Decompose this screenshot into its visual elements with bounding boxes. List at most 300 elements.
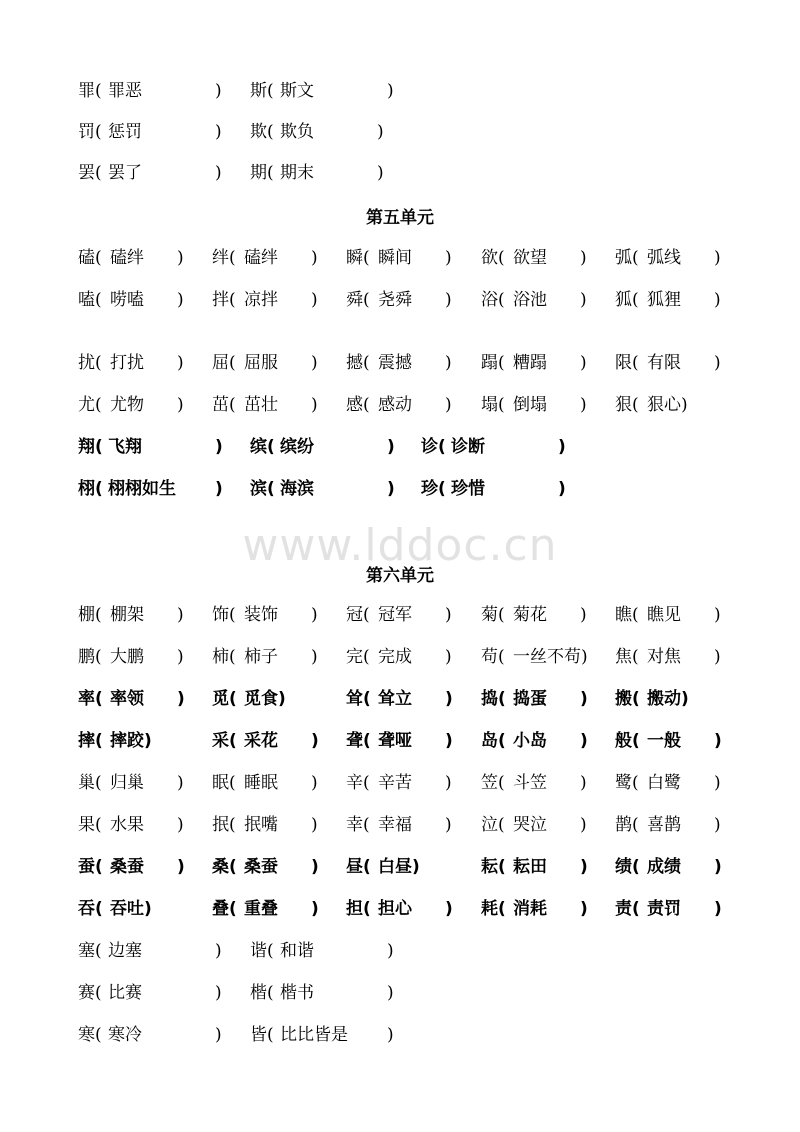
example-word: 菊花: [513, 605, 547, 625]
vocab-entry: [78, 432, 223, 462]
character-label: 瞧(: [615, 605, 639, 625]
example-word: 喜鹊: [647, 815, 681, 835]
example-word: 狠心): [647, 395, 688, 415]
vocab-row: [0, 285, 800, 315]
character-label: 瞬(: [346, 248, 370, 268]
example-word: 完成: [378, 647, 412, 667]
example-word: 瞬间: [378, 248, 412, 268]
example-word: 弧线: [647, 248, 681, 268]
close-paren: ): [387, 941, 394, 961]
vocab-entry: [346, 390, 452, 420]
character-label: 耘(: [481, 857, 506, 877]
example-word: 棚架: [110, 605, 144, 625]
close-paren: ): [311, 899, 319, 919]
character-label: 欺(: [250, 122, 274, 142]
close-paren: ): [177, 689, 185, 709]
example-word: 珍惜: [451, 479, 485, 499]
close-paren: ): [177, 395, 184, 415]
close-paren: ): [387, 437, 395, 457]
vocab-entry: [250, 1020, 394, 1050]
vocab-entry: [250, 432, 395, 462]
vocab-entry: [78, 810, 184, 840]
vocab-entry: [481, 810, 587, 840]
close-paren: ): [580, 731, 588, 751]
character-label: 采(: [212, 731, 237, 751]
character-label: 耗(: [481, 899, 506, 919]
character-label: 吞(: [78, 899, 103, 919]
vocab-row: [0, 76, 800, 106]
character-label: 塞(: [78, 941, 102, 961]
character-label: 桑(: [212, 857, 237, 877]
character-label: 岛(: [481, 731, 506, 751]
vocab-entry: [481, 726, 588, 756]
example-word: 楷书: [280, 983, 314, 1003]
character-label: 棚(: [78, 605, 102, 625]
example-word: 觅食): [244, 689, 286, 709]
example-word: 冠军: [378, 605, 412, 625]
vocab-entry: [615, 348, 721, 378]
example-word: 磕绊: [110, 248, 144, 268]
example-word: 唠嗑: [110, 290, 144, 310]
character-label: 幸(: [346, 815, 370, 835]
example-word: 耸立: [378, 689, 412, 709]
example-word: 搬动): [647, 689, 689, 709]
character-label: 鹏(: [78, 647, 102, 667]
vocab-row: [0, 726, 800, 756]
vocab-entry: [481, 894, 588, 924]
vocab-row: [0, 768, 800, 798]
vocab-row: [0, 243, 800, 273]
close-paren: ): [311, 815, 318, 835]
example-word: 糟蹋: [513, 353, 547, 373]
close-paren: ): [714, 647, 721, 667]
close-paren: ): [445, 647, 452, 667]
example-word: 打扰: [110, 353, 144, 373]
vocab-row: [0, 390, 800, 420]
vocab-entry: [346, 243, 452, 273]
close-paren: ): [580, 857, 588, 877]
example-word: 感动: [378, 395, 412, 415]
character-label: 饰(: [212, 605, 236, 625]
example-word: 率领: [110, 689, 144, 709]
vocab-entry: [78, 852, 185, 882]
example-word: 对焦: [647, 647, 681, 667]
watermark: www.lddoc.cn: [242, 520, 558, 571]
character-label: 欲(: [481, 248, 505, 268]
character-label: 绩(: [615, 857, 640, 877]
close-paren: ): [311, 731, 319, 751]
example-word: 比赛: [108, 983, 142, 1003]
example-word: 罪恶: [108, 81, 142, 101]
close-paren: ): [311, 773, 318, 793]
example-word: 采花: [244, 731, 278, 751]
close-paren: ): [445, 353, 452, 373]
example-word: 狐狸: [647, 290, 681, 310]
example-word: 震撼: [378, 353, 412, 373]
vocab-entry: [212, 642, 318, 672]
example-word: 水果: [110, 815, 144, 835]
vocab-entry: [615, 684, 689, 714]
example-word: 重叠: [244, 899, 278, 919]
example-word: 担心: [378, 899, 412, 919]
example-word: 磕绊: [244, 248, 278, 268]
character-label: 巢(: [78, 773, 102, 793]
close-paren: ): [580, 353, 587, 373]
vocab-entry: [346, 600, 452, 630]
vocab-row: [0, 894, 800, 924]
vocab-entry: [78, 1020, 222, 1050]
close-paren: ): [714, 899, 722, 919]
example-word: 耘田: [513, 857, 547, 877]
character-label: 昼(: [346, 857, 371, 877]
example-word: 柿子: [244, 647, 278, 667]
vocab-entry: [250, 158, 384, 188]
vocab-entry: [346, 642, 452, 672]
example-word: 惩罚: [108, 122, 142, 142]
close-paren: ): [445, 395, 452, 415]
vocab-entry: [481, 768, 587, 798]
character-label: 浴(: [481, 290, 505, 310]
close-paren: ): [311, 353, 318, 373]
close-paren: ): [445, 731, 453, 751]
vocab-row: [0, 1020, 800, 1050]
character-label: 叠(: [212, 899, 237, 919]
vocab-entry: [78, 768, 184, 798]
vocab-entry: [615, 894, 722, 924]
vocab-entry: [212, 768, 318, 798]
vocab-entry: [212, 390, 318, 420]
character-label: 扰(: [78, 353, 102, 373]
close-paren: ): [311, 647, 318, 667]
example-word: 尤物: [110, 395, 144, 415]
close-paren: ): [445, 605, 452, 625]
example-word: 海滨: [280, 479, 314, 499]
close-paren: ): [445, 773, 452, 793]
character-label: 撼(: [346, 353, 370, 373]
vocab-entry: [421, 474, 566, 504]
vocab-entry: [346, 726, 453, 756]
example-word: 斗笠: [513, 773, 547, 793]
close-paren: ): [558, 479, 566, 499]
character-label: 尤(: [78, 395, 102, 415]
vocab-entry: [615, 243, 721, 273]
vocab-entry: [78, 117, 222, 147]
vocab-row: [0, 936, 800, 966]
vocab-row: [0, 684, 800, 714]
vocab-entry: [78, 726, 152, 756]
character-label: 罢(: [78, 163, 102, 183]
close-paren: ): [311, 605, 318, 625]
character-label: 缤(: [250, 437, 275, 457]
example-word: 白鹭: [647, 773, 681, 793]
character-label: 罪(: [78, 81, 102, 101]
character-label: 皆(: [250, 1025, 274, 1045]
vocab-entry: [78, 894, 152, 924]
example-word: 吞吐): [110, 899, 152, 919]
vocab-entry: [481, 852, 588, 882]
vocab-entry: [212, 726, 319, 756]
example-word: 睡眠: [244, 773, 278, 793]
vocab-entry: [615, 768, 721, 798]
example-word: 责罚: [647, 899, 681, 919]
vocab-entry: [346, 894, 453, 924]
vocab-entry: [78, 600, 184, 630]
vocab-entry: [212, 684, 286, 714]
vocab-entry: [481, 600, 587, 630]
vocab-row: [0, 600, 800, 630]
close-paren: ): [311, 395, 318, 415]
character-label: 罚(: [78, 122, 102, 142]
character-label: 拌(: [212, 290, 236, 310]
character-label: 狐(: [615, 290, 639, 310]
character-label: 聋(: [346, 731, 371, 751]
character-label: 限(: [615, 353, 639, 373]
vocab-entry: [78, 285, 184, 315]
close-paren: ): [215, 81, 222, 101]
vocab-entry: [481, 684, 588, 714]
close-paren: ): [714, 731, 722, 751]
vocab-entry: [78, 978, 222, 1008]
character-label: 率(: [78, 689, 103, 709]
close-paren: ): [714, 290, 721, 310]
example-word: 寒冷: [108, 1025, 142, 1045]
character-label: 捣(: [481, 689, 506, 709]
vocab-entry: [212, 810, 318, 840]
close-paren: ): [580, 395, 587, 415]
close-paren: ): [177, 773, 184, 793]
close-paren: ): [215, 1025, 222, 1045]
example-word: 比比皆是: [280, 1025, 348, 1045]
example-word: 欲望: [513, 248, 547, 268]
vocab-entry: [615, 852, 722, 882]
character-label: 柿(: [212, 647, 236, 667]
character-label: 嗑(: [78, 290, 102, 310]
close-paren: ): [177, 248, 184, 268]
example-word: 凉拌: [244, 290, 278, 310]
example-word: 聋哑: [378, 731, 412, 751]
close-paren: ): [714, 353, 721, 373]
vocab-entry: [346, 348, 452, 378]
vocab-entry: [212, 852, 319, 882]
character-label: 期(: [250, 163, 274, 183]
vocab-row: [0, 348, 800, 378]
character-label: 磕(: [78, 248, 102, 268]
example-word: 归巢: [110, 773, 144, 793]
close-paren: ): [714, 248, 721, 268]
close-paren: ): [387, 983, 394, 1003]
character-label: 摔(: [78, 731, 103, 751]
example-word: 哭泣: [513, 815, 547, 835]
character-label: 般(: [615, 731, 640, 751]
vocab-entry: [250, 76, 394, 106]
vocab-entry: [78, 684, 185, 714]
character-label: 耸(: [346, 689, 371, 709]
character-label: 感(: [346, 395, 370, 415]
close-paren: ): [714, 815, 721, 835]
vocab-entry: [481, 243, 587, 273]
close-paren: ): [311, 290, 318, 310]
example-word: 桑蚕: [110, 857, 144, 877]
close-paren: ): [387, 81, 394, 101]
close-paren: ): [177, 815, 184, 835]
vocab-entry: [78, 348, 184, 378]
close-paren: ): [177, 353, 184, 373]
example-word: 摔跤): [110, 731, 152, 751]
close-paren: ): [215, 163, 222, 183]
close-paren: ): [580, 773, 587, 793]
character-label: 苟(: [481, 647, 505, 667]
character-label: 狠(: [615, 395, 639, 415]
vocab-entry: [78, 936, 222, 966]
character-label: 茁(: [212, 395, 236, 415]
close-paren: ): [714, 605, 721, 625]
close-paren: ): [580, 605, 587, 625]
character-label: 滨(: [250, 479, 275, 499]
vocab-entry: [78, 474, 223, 504]
close-paren: ): [580, 815, 587, 835]
example-word: 尧舜: [378, 290, 412, 310]
vocab-entry: [615, 642, 721, 672]
vocab-entry: [212, 285, 318, 315]
example-word: 成绩: [647, 857, 681, 877]
vocab-entry: [346, 285, 452, 315]
example-word: 一丝不苟): [513, 647, 588, 667]
close-paren: ): [215, 437, 223, 457]
vocab-entry: [250, 936, 394, 966]
close-paren: ): [177, 605, 184, 625]
character-label: 完(: [346, 647, 370, 667]
example-word: 辛苦: [378, 773, 412, 793]
example-word: 缤纷: [280, 437, 314, 457]
vocab-row: [0, 117, 800, 147]
example-word: 有限: [647, 353, 681, 373]
character-label: 楷(: [250, 983, 274, 1003]
close-paren: ): [311, 857, 319, 877]
example-word: 浴池: [513, 290, 547, 310]
close-paren: ): [580, 290, 587, 310]
character-label: 担(: [346, 899, 371, 919]
example-word: 白昼): [378, 857, 420, 877]
vocab-entry: [346, 684, 453, 714]
vocab-entry: [615, 285, 721, 315]
close-paren: ): [714, 773, 721, 793]
close-paren: ): [311, 248, 318, 268]
vocab-entry: [78, 158, 222, 188]
character-label: 责(: [615, 899, 640, 919]
vocab-entry: [78, 243, 184, 273]
close-paren: ): [445, 689, 453, 709]
character-label: 诊(: [421, 437, 446, 457]
character-label: 栩(: [78, 479, 103, 499]
character-label: 辛(: [346, 773, 370, 793]
close-paren: ): [445, 899, 453, 919]
character-label: 斯(: [250, 81, 274, 101]
character-label: 果(: [78, 815, 102, 835]
vocab-row: [0, 852, 800, 882]
example-word: 茁壮: [244, 395, 278, 415]
example-word: 倒塌: [513, 395, 547, 415]
example-word: 欺负: [280, 122, 314, 142]
close-paren: ): [445, 248, 452, 268]
example-word: 屈服: [244, 353, 278, 373]
character-label: 蚕(: [78, 857, 103, 877]
vocab-entry: [250, 117, 384, 147]
character-label: 觅(: [212, 689, 237, 709]
vocab-entry: [346, 810, 452, 840]
close-paren: ): [580, 689, 588, 709]
close-paren: ): [580, 899, 588, 919]
vocab-entry: [78, 390, 184, 420]
close-paren: ): [387, 1025, 394, 1045]
vocab-entry: [481, 642, 588, 672]
example-word: 飞翔: [108, 437, 142, 457]
character-label: 谐(: [250, 941, 274, 961]
vocab-entry: [481, 390, 587, 420]
vocab-entry: [615, 390, 688, 420]
example-word: 小岛: [513, 731, 547, 751]
example-word: 瞧见: [647, 605, 681, 625]
close-paren: ): [714, 857, 722, 877]
character-label: 弧(: [615, 248, 639, 268]
character-label: 眠(: [212, 773, 236, 793]
example-word: 装饰: [244, 605, 278, 625]
unit-5-heading: 第五单元: [366, 208, 434, 228]
vocab-entry: [250, 978, 394, 1008]
example-word: 捣蛋: [513, 689, 547, 709]
character-label: 笠(: [481, 773, 505, 793]
example-word: 诊断: [451, 437, 485, 457]
vocab-row: [0, 642, 800, 672]
vocab-entry: [78, 76, 222, 106]
example-word: 抿嘴: [244, 815, 278, 835]
close-paren: ): [377, 163, 384, 183]
vocab-row: [0, 474, 800, 504]
close-paren: ): [387, 479, 395, 499]
character-label: 舜(: [346, 290, 370, 310]
example-word: 边塞: [108, 941, 142, 961]
character-label: 搬(: [615, 689, 640, 709]
vocab-entry: [615, 600, 721, 630]
vocab-entry: [78, 642, 184, 672]
vocab-entry: [212, 348, 318, 378]
example-word: 期末: [280, 163, 314, 183]
character-label: 蹋(: [481, 353, 505, 373]
example-word: 和谐: [280, 941, 314, 961]
character-label: 抿(: [212, 815, 236, 835]
example-word: 大鹏: [110, 647, 144, 667]
character-label: 赛(: [78, 983, 102, 1003]
vocab-entry: [212, 894, 319, 924]
character-label: 鹭(: [615, 773, 639, 793]
character-label: 绊(: [212, 248, 236, 268]
example-word: 罢了: [108, 163, 142, 183]
example-word: 幸福: [378, 815, 412, 835]
close-paren: ): [445, 290, 452, 310]
character-label: 冠(: [346, 605, 370, 625]
vocab-row: [0, 432, 800, 462]
character-label: 焦(: [615, 647, 639, 667]
example-word: 一般: [647, 731, 681, 751]
vocab-entry: [346, 852, 420, 882]
close-paren: ): [177, 647, 184, 667]
unit-6-heading: 第六单元: [366, 566, 434, 586]
close-paren: ): [215, 983, 222, 1003]
close-paren: ): [177, 857, 185, 877]
character-label: 菊(: [481, 605, 505, 625]
vocab-row: [0, 810, 800, 840]
vocab-entry: [615, 726, 722, 756]
character-label: 泣(: [481, 815, 505, 835]
